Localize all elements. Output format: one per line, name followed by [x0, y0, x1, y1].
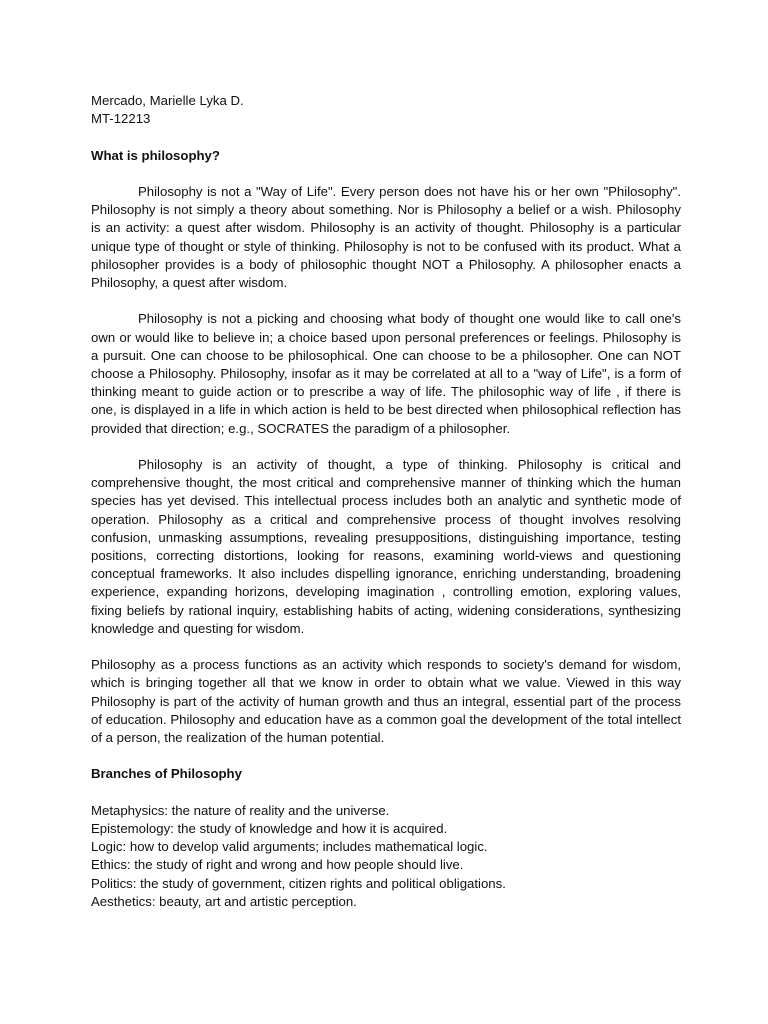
- branch-item: Aesthetics: beauty, art and artistic perception.: [91, 893, 357, 909]
- branches-list: [91, 802, 681, 911]
- spacer: [91, 128, 681, 146]
- paragraph-1: Philosophy is not a "Way of Life". Every person does not have his or her own "Philosophy". Philosophy is not simply a theory about something. Nor is Philosophy a belief or a wish. Philosophy is an activity: a quest after wisdom. Philosophy is an activity of thought. Philosophy is a particular unique type of thought or style of thinking. Philosophy is not to be confused with its product. What a philosopher provides is a body of philosophic thought NOT a Philosophy. A philosopher enacts a Philosophy, a quest after wisdom.: [91, 183, 681, 290]
- branch-item: Metaphysics: the nature of reality and the universe.: [91, 802, 390, 818]
- spacer: [91, 438, 681, 456]
- document-page: [91, 92, 681, 911]
- course-code: MT-12213: [91, 111, 151, 127]
- branch-item: Politics: the study of government, citizen rights and political obligations.: [91, 875, 506, 891]
- author-name: Mercado, Marielle Lyka D.: [91, 93, 244, 108]
- spacer: [91, 165, 681, 183]
- branch-item: Epistemology: the study of knowledge and how it is acquired.: [91, 821, 448, 837]
- spacer: [91, 638, 681, 656]
- branches-heading: Branches of Philosophy: [91, 766, 242, 782]
- paragraph-4: Philosophy as a process functions as an activity which responds to society's demand for wisdom, which is bringing together all that we know in order to obtain what we value. Viewed in this way Philosophy is part of the activity of human growth and thus an integral, essential part of the process of education. Philosophy and education have as a common goal the development of the total intellect of a person, the realization of the human potential.: [91, 657, 681, 746]
- branch-item: Ethics: the study of right and wrong and how people should live.: [91, 857, 464, 873]
- spacer: [91, 747, 681, 765]
- spacer: [91, 292, 681, 310]
- branch-item: Logic: how to develop valid arguments; includes mathematical logic.: [91, 839, 488, 855]
- question-heading: What is philosophy?: [91, 147, 220, 163]
- paragraph-2: Philosophy is not a picking and choosing what body of thought one would like to call one's own or would like to believe in; a choice based upon personal preferences or feelings. Philosophy is a pursuit. One can choose to be philosophical. One can choose to be a philosopher. One can NOT choose a Philosophy. Philosophy, insofar as it may be correlated at all to a "way of Life", is a form of thinking meant to guide action or to prescribe a way of life. The philosophic way of life , if there is one, is displayed in a life in which action is held to be best directed when philosophical reflection has provided that direction; e.g., SOCRATES the paradigm of a philosopher.: [91, 311, 681, 436]
- spacer: [91, 784, 681, 802]
- paragraph-3: Philosophy is an activity of thought, a type of thinking. Philosophy is critical and comprehensive thought, the most critical and comprehensive manner of thinking which the human species has yet devised. This intellectual process includes both an analytic and synthetic mode of operation. Philosophy as a critical and comprehensive process of thought involves resolving confusion, unmasking assumptions, revealing presuppositions, distinguishing importance, testing positions, correcting distortions, looking for reasons, examining world-views and questioning conceptual frameworks. It also includes dispelling ignorance, enriching understanding, broadening experience, expanding horizons, developing imagination , controlling emotion, exploring values, fixing beliefs by rational inquiry, establishing habits of acting, widening considerations, synthesizing knowledge and questing for wisdom.: [91, 457, 681, 636]
